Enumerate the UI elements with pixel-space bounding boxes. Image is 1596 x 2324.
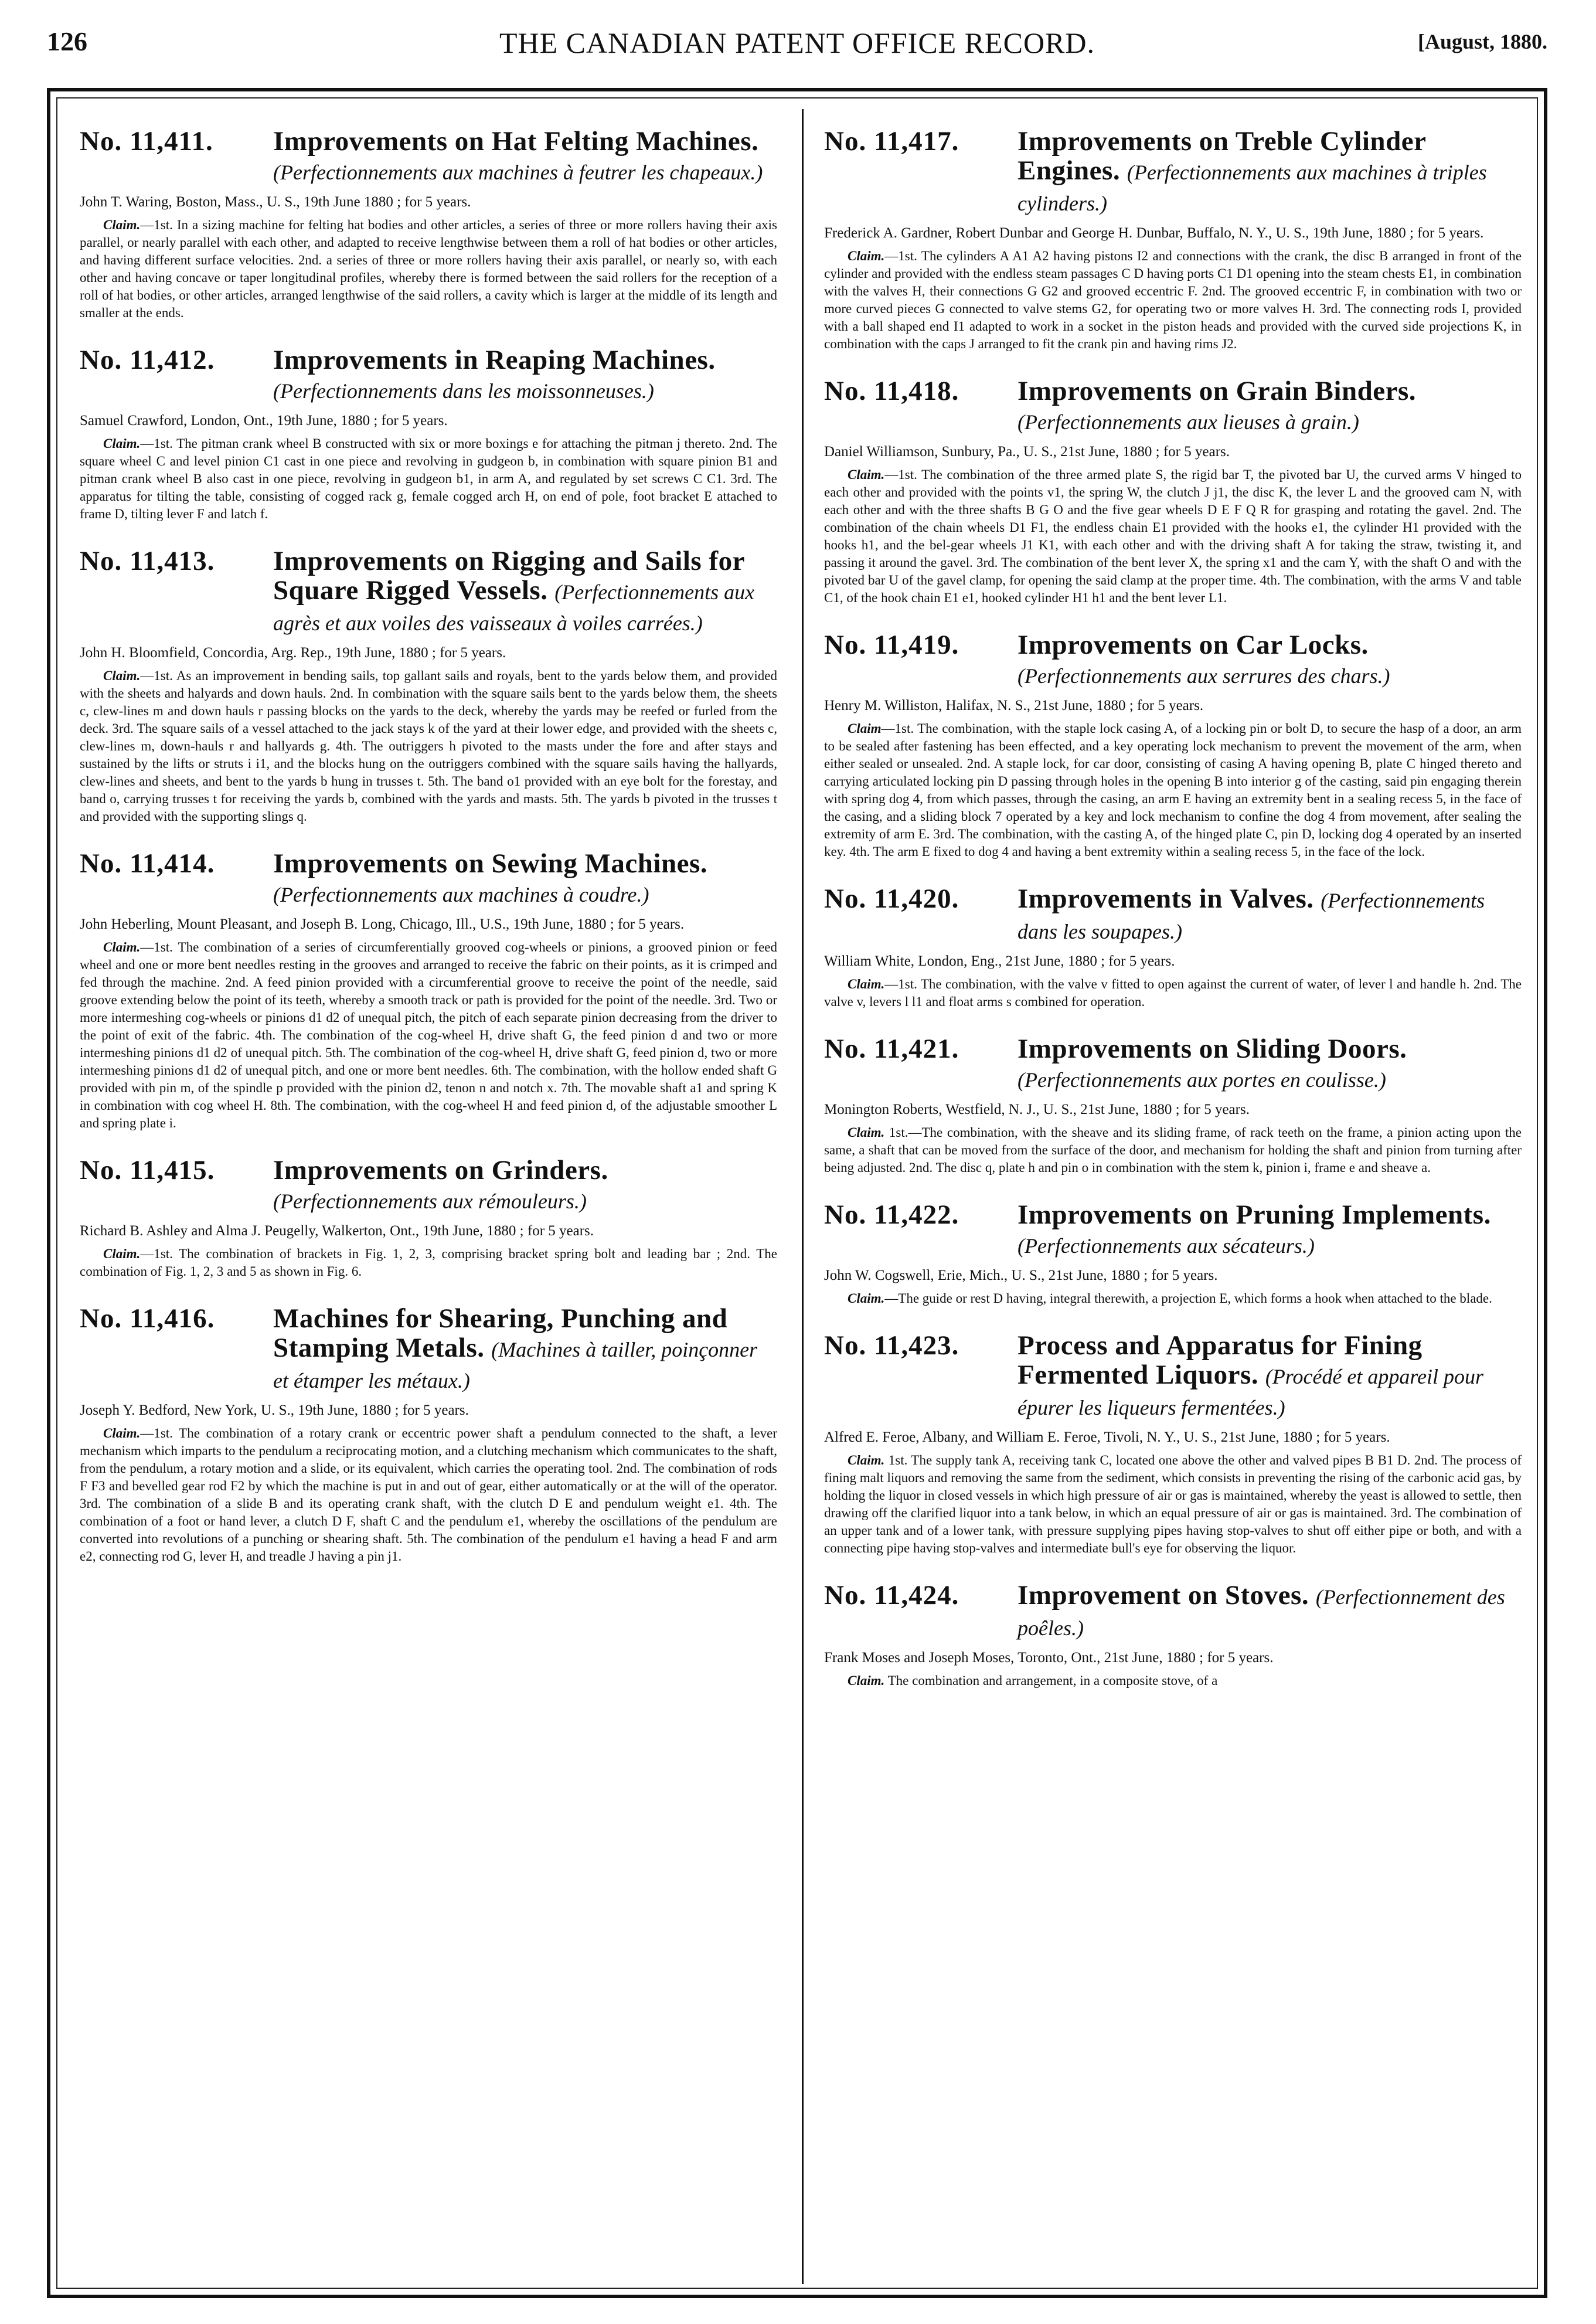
patent-number: No. 11,420. bbox=[824, 884, 959, 914]
patent-claim bbox=[80, 1245, 777, 1280]
patent-applicant: Richard B. Ashley and Alma J. Peugelly, Walkerton, Ont., 19th June, 1880 ; for 5 years. bbox=[80, 1223, 594, 1239]
patent-title: Improvements on Grinders. bbox=[273, 1155, 608, 1185]
patent-title: Improvements on Grain Binders. bbox=[1018, 376, 1416, 406]
patent-claim bbox=[824, 720, 1522, 861]
patent-french-title: (Perfectionnements aux lieuses à grain.) bbox=[1018, 410, 1359, 434]
patent-entry bbox=[824, 376, 1522, 607]
patent-title: Process and Apparatus for Fining Fermented Liquors. bbox=[1018, 1330, 1423, 1390]
patent-heading bbox=[824, 1331, 1522, 1422]
claim-text: —1st. In a sizing machine for felting hat bodies and other articles, a series of three or more rollers having their axis parallel, or nearly parallel with each other, and adapted to receive lengthwise between them a roll of hat bodies or other articles, and having different surface velocities. 2nd. a series of three or more rollers having their axis parallel, or nearly so, with each other and having concave or taper longitudinal profiles, whereby there is formed between the said rollers for the reception of a roll of hat bodies, or other articles, arranged lengthwise of the said rollers, a cavity which is larger at the middle of its length and smaller at the ends. bbox=[80, 218, 777, 320]
patent-french-title: (Perfectionnements aux sécateurs.) bbox=[1018, 1234, 1315, 1258]
patent-number: No. 11,424. bbox=[824, 1580, 959, 1611]
patent-french-title: (Perfectionnements aux portes en coulisse.) bbox=[1018, 1068, 1386, 1092]
left-column bbox=[80, 127, 777, 2284]
claim-label: Claim. bbox=[848, 1453, 885, 1467]
patent-entry bbox=[824, 1200, 1522, 1307]
patent-title: Improvements on Rigging and Sails for Square Rigged Vessels. bbox=[273, 546, 745, 606]
claim-label: Claim. bbox=[103, 668, 141, 683]
page-frame bbox=[47, 88, 1547, 2298]
patent-french-title: (Perfectionnements aux machines à triples cylinders.) bbox=[1018, 161, 1487, 215]
claim-label: Claim. bbox=[103, 940, 141, 954]
patent-heading bbox=[824, 1034, 1522, 1095]
patent-entry bbox=[824, 127, 1522, 353]
patent-claim bbox=[824, 1290, 1522, 1307]
patent-applicant: Daniel Williamson, Sunbury, Pa., U. S., 21st June, 1880 ; for 5 years. bbox=[824, 444, 1230, 460]
patent-claim bbox=[824, 1672, 1522, 1690]
patent-applicant: John W. Cogswell, Erie, Mich., U. S., 21st June, 1880 ; for 5 years. bbox=[824, 1268, 1218, 1283]
claim-label: Claim. bbox=[103, 1426, 141, 1440]
patent-applicant: John Heberling, Mount Pleasant, and Joseph B. Long, Chicago, Ill., U.S., 19th June, 1880 ; for 5 years. bbox=[80, 916, 685, 932]
patent-claim bbox=[824, 466, 1522, 607]
claim-text: —1st. The pitman crank wheel B constructed with six or more boxings e for attaching the pitman j thereto. 2nd. The square wheel C and level pinion C1 cast in one piece and revolving in gudgeon b, in combination with square pinion B1 and pitman crank wheel B also cast in one piece, revolving in gudgeon b1, in arm A, and regulated by set screws C C1. 3rd. The apparatus for tilting the table, consisting of cogged rack g, female cogged arch H, on end of pole, foot bracket E attached to frame D, tilting lever F and latch f. bbox=[80, 436, 777, 521]
claim-text: —1st. The combination, with the staple lock casing A, of a locking pin or bolt D, to secure the hasp of a door, an arm to be sealed after fastening has been effected, and a key operating lock mechanism to prevent the movement of the arm, when either sealed or unsealed. 2nd. A staple lock, for car door, consisting of casing A having opening B, plate C hinged thereto and carrying articulated locking pin D passing through holes in the opening B into interior g of the casting, said pin engaging therein with spring dog 4, from which passes, through the casing, an arm E having an extremity bent in a sealing recess 5, in the face of the casing, and a sliding block 7 operated by a key and lock mechanism to confine the dog 4 from movement, after sealing the extremity of arm E. 3rd. The combination, with the casting A, of the hinged plate C, pin D, locking dog 4 operated by an inserted key. 4th. The arm E fixed to dog 4 and having a bent extremity within a sealing recess 5, in the face of the lock. bbox=[824, 721, 1522, 859]
patent-claim bbox=[80, 939, 777, 1132]
patent-title: Improvements on Sliding Doors. bbox=[1018, 1034, 1407, 1064]
claim-text: —The guide or rest D having, integral therewith, a projection E, which forms a hook when attached to the blade. bbox=[884, 1291, 1492, 1306]
patent-number: No. 11,416. bbox=[80, 1303, 215, 1334]
patent-french-title: (Perfectionnements aux rémouleurs.) bbox=[273, 1190, 587, 1213]
claim-label: Claim. bbox=[103, 1246, 141, 1261]
patent-heading bbox=[80, 345, 777, 406]
patent-title: Improvements in Valves. bbox=[1018, 884, 1314, 914]
patent-entry bbox=[824, 1034, 1522, 1177]
patent-number: No. 11,411. bbox=[80, 127, 213, 157]
patent-french-title: (Procédé et appareil pour épurer les liqueurs fermentées.) bbox=[1018, 1365, 1484, 1419]
patent-claim bbox=[824, 247, 1522, 353]
claim-text: —1st. As an improvement in bending sails, top gallant sails and royals, bent to the yards below them, and provided with the sheets and halyards and down hauls. 2nd. In combination with the square sails bent to the yards below them, the sheets c, clew-lines m and down hauls r passing blocks on the yards to the deck, whereby the yards may be reefed or furled from the deck. 3rd. The square sails of a vessel attached to the jack stays k of the yard at their lower edge, and provided with the sheets c, clew-lines m, down-hauls r and hallyards g. 4th. The outriggers h pivoted to the masts under the fore and after stays and sustained by the lifts or struts i i1, and the blocks hung on the outriggers combined with the square sails having the hallyards, clew-lines and sheets, and bent to the yards b hung in trusses t. 5th. The band o1 provided with an eye bolt for the forestay, and band o, carrying trusses t for receiving the yards b, combined with the yards and masts. 5th. The yards b pivoted in the trusses t and provided with the supporting slings q. bbox=[80, 668, 777, 824]
patent-title: Improvements on Treble Cylinder Engines. bbox=[1018, 127, 1426, 186]
patent-entry bbox=[80, 345, 777, 523]
patent-heading bbox=[80, 1156, 777, 1216]
claim-text: The combination and arrangement, in a composite stove, of a bbox=[884, 1673, 1218, 1688]
claim-label: Claim. bbox=[103, 218, 141, 232]
patent-french-title: (Perfectionnements aux machines à feutrer les chapeaux.) bbox=[273, 161, 763, 184]
patent-heading bbox=[80, 127, 777, 187]
claim-text: —1st. The combination of brackets in Fig. 1, 2, 3, comprising bracket spring bolt and leading bar ; 2nd. The combination of Fig. 1, 2, 3 and 5 as shown in Fig. 6. bbox=[80, 1246, 777, 1279]
claim-label: Claim. bbox=[848, 977, 885, 991]
patent-applicant: John T. Waring, Boston, Mass., U. S., 19th June 1880 ; for 5 years. bbox=[80, 194, 471, 210]
journal-title: THE CANADIAN PATENT OFFICE RECORD. bbox=[499, 26, 1095, 59]
patent-french-title: (Machines à tailler, poinçonner et étamper les métaux.) bbox=[273, 1338, 758, 1392]
patent-number: No. 11,414. bbox=[80, 848, 215, 879]
claim-label: Claim. bbox=[848, 467, 885, 482]
patent-number: No. 11,418. bbox=[824, 376, 959, 406]
claim-label: Claim. bbox=[848, 249, 885, 263]
claim-text: —1st. The cylinders A A1 A2 having pistons I2 and connections with the crank, the disc B arranged in front of the cylinder and provided with the endless steam passages C D having ports C1 D1 opening into the steam chests E1, in combination with the valves H, their connections G G2 and grooved eccentric F. 2nd. The grooved eccentric F, in combination with two or more curved pieces G connected to valve stems G2, for operating two or more valves H. 3rd. The connecting rods I, provided with a ball shaped end I1 adapted to work in a socket in the piston heads and provided with the curved side projections K, in combination with the caps J arranged to fit the crank pin and having rims J2. bbox=[824, 249, 1522, 351]
patent-heading bbox=[80, 849, 777, 909]
claim-label: Claim. bbox=[848, 1291, 885, 1306]
patent-number: No. 11,415. bbox=[80, 1155, 215, 1185]
patent-french-title: (Perfectionnements dans les moissonneuses.) bbox=[273, 379, 654, 403]
patent-applicant: William White, London, Eng., 21st June, 1880 ; for 5 years. bbox=[824, 953, 1175, 969]
claim-text: —1st. The combination of the three armed plate S, the rigid bar T, the pivoted bar U, the curved arms V hinged to each other and provided with the points v1, the spring W, the clutch J j1, the disc K, the lever L and the grooved cam N, with each other and with the three shafts B G O and the five gear wheels D E F Q R for grasping and rotating the gavel. 2nd. The combination of the chain wheels D1 F1, the endless chain E1 provided with the hooks e1, the cylinder H1 provided with the hooks h1, and the bel-gear wheels J1 K1, with each other and with the driving shaft A for taking the straw, twisting it, and passing it around the gavel. 3rd. The combination of the bent lever X, the spring x1 and the cam Y, with the shaft O and with the pivoted bar U of the gavel clamp, for opening the said clamp at the proper time. 4th. The combination, with the arms V and table C1, of the hook chain E1 e1, hooked cylinder H1 h1 and the bent lever L1. bbox=[824, 467, 1522, 605]
patent-number: No. 11,423. bbox=[824, 1330, 959, 1361]
claim-label: Claim. bbox=[848, 1125, 885, 1140]
claim-text: —1st. The combination, with the valve v fitted to open against the current of water, of lever l and handle h. 2nd. The valve v, levers l l1 and float arms s combined for operation. bbox=[824, 977, 1522, 1009]
patent-claim bbox=[80, 216, 777, 322]
patent-claim bbox=[824, 976, 1522, 1011]
patent-applicant: Frank Moses and Joseph Moses, Toronto, Ont., 21st June, 1880 ; for 5 years. bbox=[824, 1650, 1274, 1666]
patent-french-title: (Perfectionnements aux serrures des chars.) bbox=[1018, 664, 1390, 688]
patent-french-title: (Perfectionnements aux machines à coudre.) bbox=[273, 883, 649, 906]
patent-claim bbox=[824, 1452, 1522, 1557]
patent-number: No. 11,413. bbox=[80, 546, 215, 576]
patent-claim bbox=[80, 1425, 777, 1565]
patent-entry bbox=[824, 1581, 1522, 1690]
patent-claim bbox=[80, 435, 777, 523]
page-header bbox=[47, 26, 1547, 67]
patent-entry bbox=[80, 1156, 777, 1280]
claim-text: 1st.—The combination, with the sheave and its sliding frame, of rack teeth on the frame, a pinion acting upon the same, a shaft that can be moved from the surface of the door, and mechanism for holding the shaft and pinion from turning after being adjusted. 2nd. The disc q, plate h and pin o in combination with the stem k, pinion i, frame e and sheave a. bbox=[824, 1125, 1522, 1175]
patent-entry bbox=[824, 884, 1522, 1011]
patent-number: No. 11,417. bbox=[824, 127, 959, 157]
patent-applicant: Samuel Crawford, London, Ont., 19th June, 1880 ; for 5 years. bbox=[80, 413, 448, 429]
claim-label: Claim. bbox=[103, 436, 141, 451]
column-divider bbox=[802, 109, 804, 2284]
issue-date: [August, 1880. bbox=[1417, 30, 1547, 53]
patent-entry bbox=[80, 127, 777, 322]
patent-applicant: Monington Roberts, Westfield, N. J., U. S., 21st June, 1880 ; for 5 years. bbox=[824, 1102, 1250, 1117]
patent-title: Machines for Shearing, Punching and Stamping Metals. bbox=[273, 1303, 728, 1363]
patent-applicant: John H. Bloomfield, Concordia, Arg. Rep., 19th June, 1880 ; for 5 years. bbox=[80, 645, 506, 661]
patent-title: Improvements on Sewing Machines. bbox=[273, 848, 708, 879]
patent-entry bbox=[80, 849, 777, 1132]
patent-french-title: (Perfectionnements aux agrès et aux voiles des vaisseaux à voiles carrées.) bbox=[273, 580, 755, 635]
patent-french-title: (Perfectionnement des poêles.) bbox=[1018, 1585, 1505, 1640]
patent-heading bbox=[80, 546, 777, 638]
patent-heading bbox=[824, 630, 1522, 691]
patent-title: Improvements in Reaping Machines. bbox=[273, 345, 716, 375]
patent-number: No. 11,412. bbox=[80, 345, 215, 375]
patent-title: Improvements on Hat Felting Machines. bbox=[273, 127, 759, 157]
claim-text: 1st. The supply tank A, receiving tank C, located one above the other and valved pipes B B1 D. 2nd. The process of fining malt liquors and removing the same from the sediment, which consists in preventing the rising of the carbonic acid gas, by holding the liquor in closed vessels in which high pressure of air or gas is maintained, whereby the yeast is allowed to settle, then drawing off the clarified liquor into a tank below, in which an equal pressure of air or gas is maintained. 3rd. The combination of an upper tank and of a lower tank, with pressure supplying pipes having stop-valves to shut off either pipe or both, and with a connecting pipe having stop-valves and intermediate bull's eye for observing the liquor. bbox=[824, 1453, 1522, 1555]
claim-text: —1st. The combination of a rotary crank or eccentric power shaft a pendulum connected to the shaft, a lever mechanism which imparts to the pendulum a reciprocating motion, and a clutching mechanism which communicates to the shaft, from the pendulum, a rotary motion and a slide, or its equivalent, which carries the operating tool. 2nd. The combination of rods F F3 and bevelled gear rod F2 by which the machine is put in and out of gear, either automatically or at the will of the operator. 3rd. The combination of a slide B and its operating crank shaft, with the clutch D E and pendulum weight e1. 4th. The combination of a foot or hand lever, a clutch D F, shaft C and the pendulum e1, whereby the oscillations of the pendulum are converted into revolutions of a punching or shearing shaft. 5th. The combination of the pendulum e1 having a head F and arm e2, connecting rod G, lever H, and treadle J having a pin j1. bbox=[80, 1426, 777, 1564]
patent-applicant: Alfred E. Feroe, Albany, and William E. Feroe, Tivoli, N. Y., U. S., 21st June, 1880 ; for 5 years. bbox=[824, 1429, 1390, 1445]
patent-applicant: Joseph Y. Bedford, New York, U. S., 19th June, 1880 ; for 5 years. bbox=[80, 1402, 469, 1418]
claim-text: —1st. The combination of a series of circumferentially grooved cog-wheels or pinions, a grooved pinion or feed wheel and one or more bent needles resting in the grooves and arranged to receive the fabric on their points, as it is crimped and fed through the machine. 2nd. A feed pinion provided with a circumferential groove to receive the point of the needle, said groove extending below the point of its teeth, whereby a smooth track or path is provided for the point of the needle. 3rd. Two or more intermeshing cog-wheels or pinions d1 d2 of unequal pitch, the pitch of each separate pinion decreasing from the driver to the point of exit of the fabric. 4th. The combination of the cog-wheel H, drive shaft G, the feed pinion d and two or more intermeshing pinions d1 d2 of unequal pitch. 5th. The combination of the cog-wheel H, drive shaft G, feed pinion d, two or more intermeshing pinions d1 d2 of unequal pitch, and one or more bent needles. 6th. The combination, with the hollow ended shaft G provided with pin m, of the spindle p provided with the pinion d2, tenon n and notch x. 7th. The movable shaft a1 and spring K in combination with cog wheel H. 8th. The combination, with the cog-wheel H and feed pinion d, of the adjustable smoother L and spring plate i. bbox=[80, 940, 777, 1130]
patent-title: Improvements on Pruning Implements. bbox=[1018, 1200, 1491, 1230]
patent-claim bbox=[824, 1124, 1522, 1177]
patent-heading bbox=[824, 376, 1522, 437]
patent-applicant: Henry M. Williston, Halifax, N. S., 21st June, 1880 ; for 5 years. bbox=[824, 698, 1204, 713]
patent-heading bbox=[824, 884, 1522, 946]
patent-heading bbox=[80, 1304, 777, 1395]
patent-title: Improvement on Stoves. bbox=[1018, 1580, 1309, 1611]
patent-heading bbox=[824, 1581, 1522, 1643]
patent-number: No. 11,421. bbox=[824, 1034, 959, 1064]
right-column bbox=[824, 127, 1522, 2284]
patent-entry bbox=[824, 1331, 1522, 1557]
patent-heading bbox=[824, 1200, 1522, 1260]
patent-entry bbox=[824, 630, 1522, 861]
claim-label: Claim. bbox=[848, 1673, 885, 1688]
patent-entry bbox=[80, 546, 777, 825]
patent-claim bbox=[80, 667, 777, 825]
patent-heading bbox=[824, 127, 1522, 218]
claim-label: Claim bbox=[848, 721, 882, 736]
patent-entry bbox=[80, 1304, 777, 1565]
patent-number: No. 11,422. bbox=[824, 1200, 959, 1230]
patent-french-title: (Perfectionnements dans les soupapes.) bbox=[1018, 889, 1485, 943]
page-number: 126 bbox=[47, 26, 87, 56]
patent-number: No. 11,419. bbox=[824, 630, 959, 660]
patent-applicant: Frederick A. Gardner, Robert Dunbar and George H. Dunbar, Buffalo, N. Y., U. S., 19th June, 1880 ; for 5 years. bbox=[824, 225, 1484, 241]
patent-title: Improvements on Car Locks. bbox=[1018, 630, 1369, 660]
